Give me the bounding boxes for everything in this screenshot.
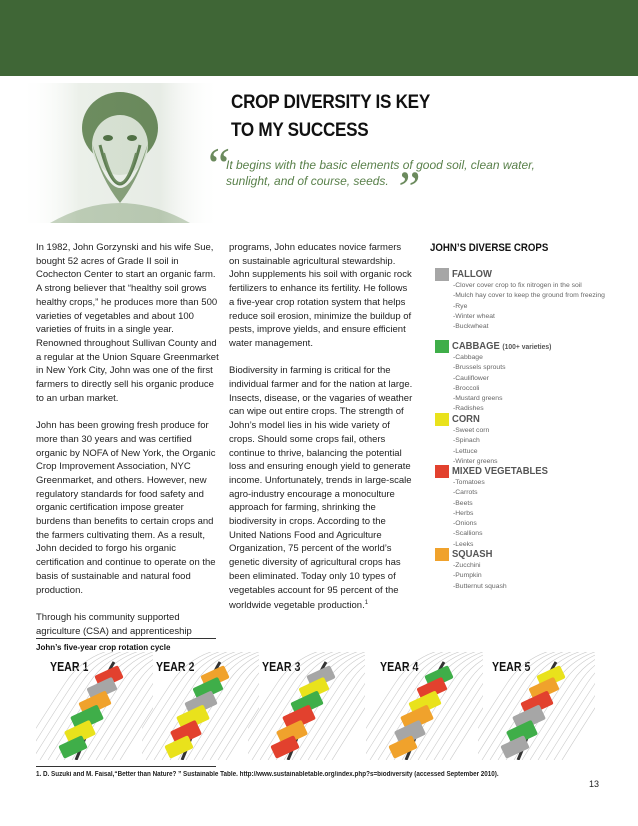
mixed-vegetables-color-swatch xyxy=(435,465,449,478)
list-item: -Cauliflower xyxy=(453,374,489,382)
list-item: -Carrots xyxy=(453,489,478,497)
list-item: -Radishes xyxy=(453,405,484,413)
open-quote-mark: “ xyxy=(203,137,231,193)
list-item: -Broccoli xyxy=(453,384,480,392)
page-title-line1: CROP DIVERSITY IS KEY xyxy=(231,92,430,113)
list-item: -Herbs xyxy=(453,509,474,517)
list-item: -Mustard greens xyxy=(453,395,503,403)
list-item: -Beets xyxy=(453,499,473,507)
farmer-portrait-image xyxy=(20,83,220,223)
list-item: -Scallions xyxy=(453,530,483,538)
rotation-map xyxy=(248,652,365,760)
category-name: CORN xyxy=(452,413,480,425)
paragraph-text: Biodiversity in farming is critical for the individual farmer and for the nation at large. Insects, disease, or the vagaries of weather can wipe out entire crops. The strength of John’s model lies in his wide variety of crops. Should some crops fail, others continue to thrive, balancing the potential loss and ensuring enough yield to generate income. Unfortunately, trends in large-scale agro-industry encourage a monoculture approach for farming, shrinking the biodiversity in crops. According to the United Nations Food and Agriculture Organization, 75 percent of the world’s genetic diversity of agricultural crops has been eliminated. Today only 10 types of vegetables account for 95 percent of the worldwide vegetable production. xyxy=(229,365,413,612)
year-label: YEAR 5 xyxy=(492,660,531,674)
category-name: SQUASH xyxy=(452,548,493,560)
cabbage-color-swatch xyxy=(435,340,449,353)
footnote: 1. D. Suzuki and M. Faisal,“Better than Nature? ” Sustainable Table. http://www.sustainabletable.org/index.php?s=biodiversity (accessed September 2010). xyxy=(36,771,499,778)
list-item: -Brussels sprouts xyxy=(453,364,506,372)
list-item: -Sweet corn xyxy=(453,427,490,434)
year-label: YEAR 4 xyxy=(380,660,419,674)
year-label: YEAR 3 xyxy=(262,660,301,674)
page-number: 13 xyxy=(589,779,600,789)
page-title-line2: TO MY SUCCESS xyxy=(231,120,369,141)
paragraph: Through his community supported agriculture (CSA) and apprenticeship xyxy=(36,611,192,637)
pull-quote: It begins with the basic elements of good soil, clean water, sunlight, and of course, seeds. xyxy=(226,158,535,188)
body-column-1 xyxy=(36,241,220,652)
list-item: -Lettuce xyxy=(453,447,478,455)
category-items xyxy=(453,281,613,332)
fallow-color-swatch xyxy=(435,268,449,281)
list-item: -Onions xyxy=(453,520,477,528)
divider xyxy=(36,638,216,639)
category-items xyxy=(453,353,613,415)
category-name: MIXED VEGETABLES xyxy=(452,465,548,477)
category-name: FALLOW xyxy=(452,268,492,280)
close-quote-mark: ” xyxy=(393,160,421,216)
list-item: -Rye xyxy=(453,302,468,310)
body-column-2 xyxy=(229,241,414,627)
category-name: CABBAGE xyxy=(452,340,500,352)
rotation-map xyxy=(36,652,153,760)
rotation-map xyxy=(142,652,259,760)
list-item: -Clover cover crop to fix nitrogen in the soil xyxy=(453,282,582,289)
year-label: YEAR 1 xyxy=(50,660,89,674)
paragraph: programs, John educates novice farmers on sustainable agricultural stewardship. John supplements his soil with organic rock fertilizers to enhance its fertility. He follows a five-year crop rotation system that helps reduce soil erosion, minimize the buildup of pests, improve yields, and ensure efficient water management. xyxy=(229,242,412,349)
rotation-map xyxy=(366,652,483,760)
list-item: -Pumpkin xyxy=(453,572,482,580)
year-label: YEAR 2 xyxy=(156,660,195,674)
list-item: -Cabbage xyxy=(453,354,483,361)
category-items xyxy=(453,561,613,592)
list-item: -Spinach xyxy=(453,437,480,445)
rotation-map xyxy=(478,652,595,760)
list-item: -Winter greens xyxy=(453,457,498,465)
paragraph: John has been growing fresh produce for more than 30 years and was certified organic by NOFA of New York, the Organic Crop Improvement Association, NYC Greenmarket, and others. However, new regulatory standards for food safety and organic certification impose greater burdens than benefits to certain crops and the farmers cultivating them. As a result, John decided to forgo his organic certification and continue to operate on the basis of sustainable and natural food production. xyxy=(36,420,216,596)
category-note: (100+ varieties) xyxy=(502,342,552,351)
divider xyxy=(36,766,216,767)
list-item: -Zucchini xyxy=(453,562,481,569)
paragraph xyxy=(229,364,414,613)
crops-sidebar-title: JOHN’S DIVERSE CROPS xyxy=(430,242,549,254)
list-item: -Mulch hay cover to keep the ground from freezing xyxy=(453,292,605,300)
list-item: -Leeks xyxy=(453,540,474,548)
list-item: -Tomatoes xyxy=(453,479,485,486)
squash-color-swatch xyxy=(435,548,449,561)
category-items xyxy=(453,426,613,467)
footnote-ref[interactable]: 1 xyxy=(364,600,369,607)
header-band xyxy=(0,0,638,76)
paragraph: In 1982, John Gorzynski and his wife Sue, bought 52 acres of Grade II soil in Cochecton Center to start an organic farm. A strong believer that “healthy soil grows healthy crops,” he produces more than 500 varieties of vegetables and about 100 varieties of fruits in a single year. Renowned throughout Sullivan County and a regular at the Union Square Greenmarket in New York City, John was one of the first farmers to directly sell his organic produce to an urban market. xyxy=(36,242,219,404)
corn-color-swatch xyxy=(435,413,449,426)
list-item: -Buckwheat xyxy=(453,323,489,331)
list-item: -Winter wheat xyxy=(453,312,495,320)
rotation-caption: John’s five-year crop rotation cycle xyxy=(36,643,171,652)
list-item: -Butternut squash xyxy=(453,582,507,590)
category-items xyxy=(453,478,613,550)
